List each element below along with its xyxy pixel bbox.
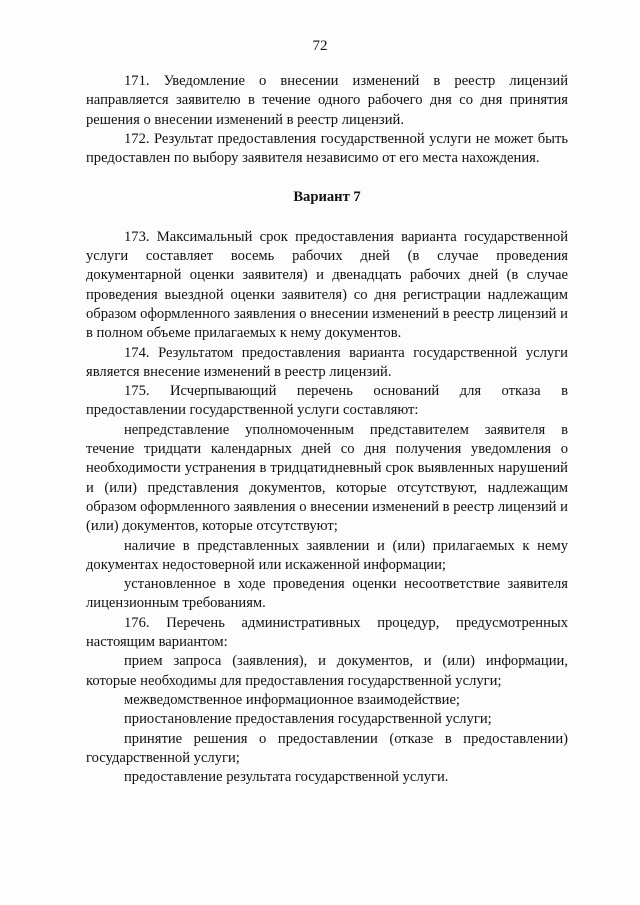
procedure-item: межведомственное информационное взаимодействие; xyxy=(124,691,460,708)
refusal-ground-item: установленное в ходе проведения оценки несоответствие заявителя лицензионным требованиям. xyxy=(86,576,568,612)
refusal-ground-item: наличие в представленных заявлении и (или) прилагаемых к нему документах недостоверной или искаженной информации; xyxy=(86,537,568,573)
paragraph-175: 175. Исчерпывающий перечень оснований для отказа в предоставлении государственной услуги составляют: xyxy=(86,383,568,419)
procedure-item: принятие решения о предоставлении (отказе в предоставлении) государственной услуги; xyxy=(86,730,568,766)
paragraph-171: 171. Уведомление о внесении изменений в реестр лицензий направляется заявителю в течение одного рабочего дня со дня принятия решения о внесении изменений в реестр лицензий. xyxy=(86,73,568,128)
paragraph-173: 173. Максимальный срок предоставления варианта государственной услуги составляет восемь рабочих дней (в случае проведения документарной оценки заявителя) и двенадцать рабочих дней (в случае проведения выездной оценки заявителя) со дня регистрации надлежащим образом оформленного заявления о внесении изменений в реестр лицензий и в полном объеме прилагаемых к нему документов. xyxy=(86,228,568,342)
paragraph-176: 176. Перечень административных процедур, предусмотренных настоящим вариантом: xyxy=(86,614,568,651)
page-number: 72 xyxy=(312,38,328,54)
paragraph-172: 172. Результат предоставления государственной услуги не может быть предоставлен по выбору заявителя независимо от его места нахождения. xyxy=(86,130,568,167)
document-body xyxy=(86,72,568,787)
procedure-item: прием запроса (заявления), и документов, и (или) информации, которые необходимы для предоставления государственной услуги; xyxy=(86,653,568,689)
procedure-item: приостановление предоставления государственной услуги; xyxy=(124,711,492,728)
section-heading-variant-7: Вариант 7 xyxy=(293,189,361,206)
paragraph-174: 174. Результатом предоставления варианта государственной услуги является внесение изменений в реестр лицензий. xyxy=(86,344,568,380)
refusal-ground-item: непредставление уполномоченным представителем заявителя в течение тридцати календарных дней со дня получения уведомления о необходимости устранения в тридцатидневный срок выявленных нарушений и (или) представления документов, которые отсутствуют, надлежащим образом оформленного заявления о внесении изменений в реестр лицензий и (или) документов, которые отсутствуют; xyxy=(86,421,568,535)
procedure-item: предоставление результата государственной услуги. xyxy=(124,769,449,786)
